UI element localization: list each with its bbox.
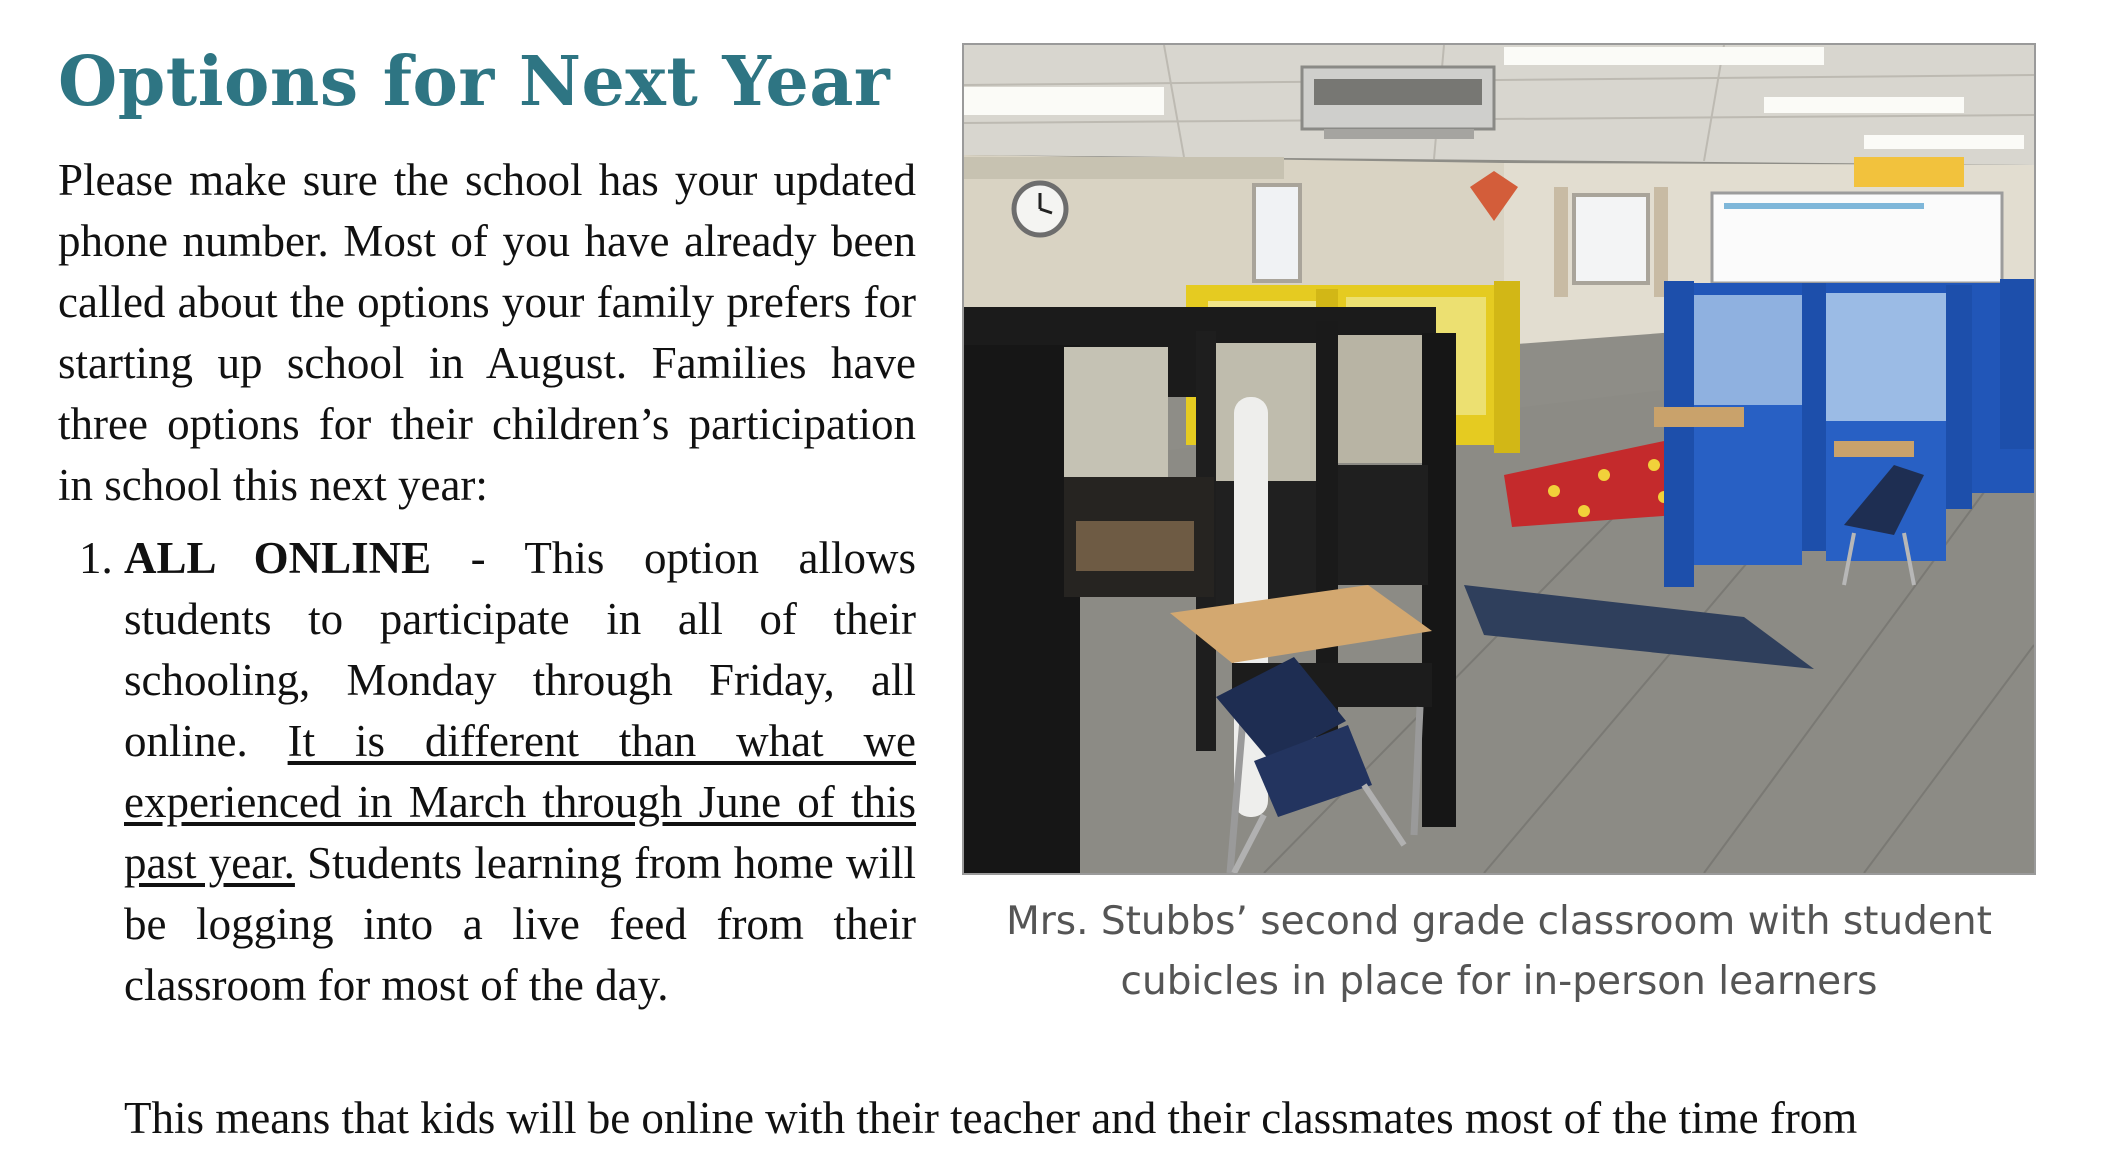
classroom-photo-illustration	[964, 45, 2034, 873]
intro-paragraph: Please make sure the school has your updated phone number. Most of you have already been called about the options your family prefers for starting up school in August. Families have three options for their children’s participation in school this next year:	[58, 155, 916, 510]
option-separator: -	[431, 533, 525, 583]
article-body	[58, 150, 916, 1016]
option-item-all-online	[124, 528, 916, 1016]
page-title: Options for Next Year	[58, 42, 891, 122]
option-text-after: Students learning from home will be logging into a live feed from their classroom for most of the day.	[124, 838, 916, 1010]
photo-caption: Mrs. Stubbs’ second grade classroom with student cubicles in place for in-person learners	[1006, 899, 1992, 1004]
classroom-photo	[962, 43, 2036, 875]
option-continuation-text: This means that kids will be online with their teacher and their classmates most of the time from	[124, 1093, 1858, 1143]
option-label: ALL ONLINE	[124, 533, 432, 583]
option-text: This option allows students to participate in all of their schooling, Monday through Friday, all online.	[124, 533, 916, 766]
option-underlined-text: It is different than what we experienced in March through June of this past year.	[124, 716, 916, 888]
options-list	[58, 528, 916, 1016]
